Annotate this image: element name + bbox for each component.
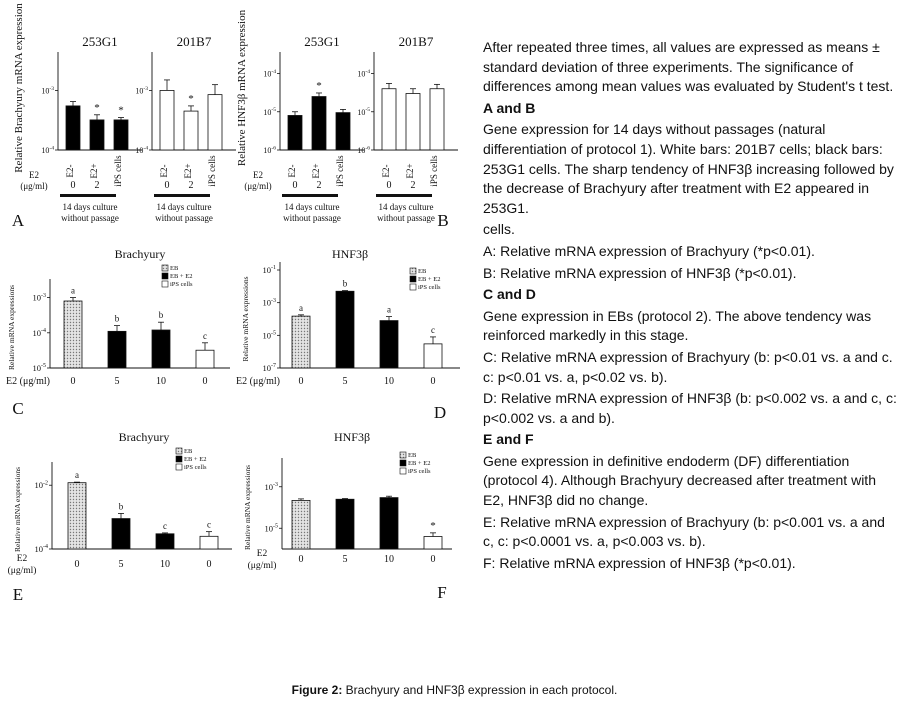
panel-title: HNF3β	[331, 247, 369, 261]
x-category-label: 5	[114, 376, 120, 387]
x-category-label: 0	[70, 376, 76, 387]
y-tick-label: $10^{-6}$	[357, 145, 370, 155]
y-tick-label: $10^{-7}$	[262, 363, 276, 373]
x-category-label: 10	[156, 376, 166, 387]
x-category-label: 10	[384, 554, 394, 565]
legend-label: iPS cells	[184, 464, 207, 471]
x-category-label: E2-	[159, 164, 169, 178]
y-tick-label: $10^{-5}$	[357, 107, 370, 117]
dose-label: 0	[70, 180, 76, 191]
y-tick-label: $10^{-4}$	[357, 68, 370, 79]
panel-title: Brachyury	[118, 430, 170, 444]
x-category-label: iPS cells	[429, 155, 439, 187]
bar	[380, 321, 398, 368]
x-category-label: iPS cells	[207, 155, 217, 187]
dose-label: 0	[292, 180, 298, 191]
x-category-label: 5	[118, 559, 124, 570]
significance-mark: b	[114, 313, 120, 324]
bar	[200, 536, 218, 549]
x-category-label: 0	[74, 559, 80, 570]
dose-label: 2	[94, 180, 100, 191]
y-tick-label: $10^{-4}$	[135, 145, 148, 155]
bar	[312, 97, 326, 150]
legend-label: EB	[184, 448, 193, 455]
x-category-label: 5	[342, 376, 348, 387]
bar	[156, 534, 174, 549]
panel-title: HNF3β	[333, 430, 371, 444]
significance-mark: a	[387, 304, 391, 315]
x-category-label: E2+	[405, 163, 415, 179]
x-category-label: 0	[298, 554, 304, 565]
bar	[380, 498, 398, 549]
legend-paragraph: B: Relative mRNA expression of HNF3β (*p<0.01).	[483, 264, 797, 281]
x-category-label: E2+	[183, 163, 193, 179]
caption-text: Brachyury and HNF3β expression in each protocol.	[345, 683, 618, 697]
figure-caption	[0, 683, 909, 697]
significance-mark: b	[158, 310, 164, 321]
bar	[112, 519, 130, 549]
x-category-label: 0	[298, 376, 304, 387]
y-axis-label: Relative HNF3β mRNA expression	[236, 9, 248, 167]
legend-label: EB + E2	[170, 273, 193, 280]
x-category-label: E2+	[89, 163, 99, 179]
x-axis-label: E2 (μg/ml)	[6, 376, 50, 387]
legend-paragraph: E: Relative mRNA expression of Brachyury (b: p<0.001 vs. a and c, c: p<0.0001 vs. a, p<0.003 vs. b).	[483, 513, 885, 550]
legend-paragraph: Gene expression in EBs (protocol 2). The above tendency was reinforced markedly in this stage.	[483, 307, 872, 344]
x-axis-label: E2 (μg/ml)	[236, 376, 280, 387]
group-title: 253G1	[82, 34, 118, 49]
legend-label: EB	[418, 268, 427, 275]
significance-star: *	[316, 79, 322, 92]
panel-letter: A	[11, 211, 25, 230]
significance-mark: *	[430, 519, 436, 532]
e2-unit: (μg/ml)	[20, 181, 48, 191]
caption-label: Figure 2:	[291, 683, 343, 697]
significance-mark: c	[431, 324, 435, 335]
legend-swatch	[410, 268, 416, 274]
y-tick-label: $10^{-5}$	[32, 363, 46, 373]
culture-note: 14 days culture	[62, 202, 118, 212]
legend-swatch	[400, 452, 406, 458]
bar	[336, 291, 354, 368]
y-tick-label: $10^{-5}$	[263, 107, 276, 117]
x-category-label: E2-	[381, 164, 391, 178]
y-tick-label: $10^{-4}$	[41, 145, 54, 155]
significance-mark: b	[342, 278, 348, 289]
legend-paragraph: Gene expression for 14 days without passages (natural differentiation of protocol 1). White bars: 201B7 cells; black bars: 253G1 cells. The sharp tendency of HNF3β increasing followed by the decrease of Brachyury after treatment with E2 appeared in 253G1.	[483, 121, 894, 216]
culture-note: without passage	[283, 213, 341, 223]
x-category-label: 0	[430, 554, 436, 565]
y-tick-label: $10^{-2}$	[34, 480, 48, 491]
legend-label: EB + E2	[184, 456, 207, 463]
y-tick-label: $10^{-4}$	[32, 327, 46, 338]
bar	[430, 89, 444, 150]
bar	[406, 94, 420, 150]
group-title: 253G1	[304, 34, 340, 49]
x-axis-unit: (μg/ml)	[7, 566, 37, 576]
dose-label: 2	[410, 180, 416, 191]
bar	[424, 344, 442, 368]
bar	[196, 350, 214, 368]
legend-swatch	[162, 265, 168, 271]
y-tick-label: $10^{-3}$	[262, 297, 276, 308]
bar	[208, 95, 222, 150]
x-axis-label: E2	[256, 549, 268, 559]
y-axis-label: Relative Brachyury mRNA expression	[13, 3, 25, 173]
significance-star: *	[94, 101, 100, 114]
legend-label: EB	[408, 452, 417, 459]
bar	[424, 537, 442, 549]
bar	[108, 331, 126, 368]
legend-paragraph: D: Relative mRNA expression of HNF3β (b: p<0.002 vs. a and c, c: p<0.002 vs. a and b).	[483, 390, 897, 426]
legend-heading: E and F	[483, 431, 534, 448]
y-tick-label: $10^{-1}$	[262, 265, 276, 275]
x-category-label: iPS cells	[113, 155, 123, 187]
e2-label: E2	[29, 170, 39, 180]
significance-mark: c	[203, 330, 207, 341]
bar	[90, 120, 104, 150]
dose-label: 0	[164, 180, 170, 191]
dose-label: 2	[188, 180, 194, 191]
bar	[336, 499, 354, 549]
panel-letter: C	[12, 399, 24, 418]
y-tick-label: $10^{-3}$	[41, 85, 54, 96]
y-axis-label: Relative mRNA expressions	[243, 465, 252, 550]
y-tick-label: $10^{-3}$	[264, 481, 278, 492]
significance-star: *	[118, 104, 124, 117]
x-axis-label: E2	[16, 554, 28, 564]
y-axis-label: Relative mRNA expressions	[13, 467, 22, 552]
legend-label: iPS cells	[408, 468, 431, 475]
x-category-label: 0	[206, 559, 212, 570]
significance-mark: a	[299, 302, 303, 313]
legend-paragraph: C: Relative mRNA expression of Brachyury (b: p<0.01 vs. a and c. c: p<0.01 vs. a, p<0.02 vs. b).	[483, 348, 893, 385]
bar	[64, 301, 82, 368]
bar	[292, 316, 310, 368]
legend-label: iPS cells	[170, 281, 193, 288]
legend-paragraph: After repeated three times, all values are expressed as means ± standard deviation of three experiments. The significance of differences among mean values was evaluated by Student's t test.	[483, 39, 894, 95]
culture-note: 14 days culture	[378, 202, 434, 212]
dose-bar	[376, 194, 432, 197]
legend-paragraph: Gene expression in definitive endoderm (DF) differentiation (protocol 4). Although Brachyury decreased after treatment with E2, HNF3β did no change.	[483, 452, 876, 509]
culture-note: without passage	[155, 213, 213, 223]
x-category-label: 0	[430, 376, 436, 387]
y-axis-label: Relative mRNA expressions	[241, 276, 250, 362]
dose-label: 2	[316, 180, 322, 191]
bar	[288, 115, 302, 150]
significance-mark: c	[207, 519, 211, 530]
panel-letter: E	[12, 585, 24, 604]
x-category-label: 10	[384, 376, 394, 387]
x-category-label: 5	[342, 554, 348, 565]
legend-heading: C and D	[483, 286, 536, 303]
bar	[152, 330, 170, 368]
legend-label: EB + E2	[408, 460, 431, 467]
bar	[184, 111, 198, 150]
y-tick-label: $10^{-3}$	[32, 292, 46, 303]
x-category-label: E2+	[311, 163, 321, 179]
culture-note: 14 days culture	[284, 202, 340, 212]
legend-swatch	[162, 281, 168, 287]
group-title: 201B7	[176, 34, 212, 49]
legend-paragraph: cells.	[483, 221, 515, 238]
culture-note: without passage	[61, 213, 119, 223]
dose-label: 0	[386, 180, 392, 191]
legend-swatch	[176, 456, 182, 462]
y-tick-label: $10^{-4}$	[263, 68, 276, 79]
panel-title: Brachyury	[114, 247, 166, 261]
x-category-label: iPS cells	[335, 155, 345, 187]
bar	[160, 90, 174, 150]
legend-paragraph: F: Relative mRNA expression of HNF3β (*p<0.01).	[483, 554, 796, 571]
legend-swatch	[400, 460, 406, 466]
bar	[382, 89, 396, 150]
legend-heading: A and B	[483, 99, 536, 116]
panel-letter: B	[437, 211, 449, 230]
legend-swatch	[410, 276, 416, 282]
e2-label: E2	[253, 170, 263, 180]
bar	[114, 120, 128, 150]
y-tick-label: $10^{-5}$	[264, 523, 278, 534]
x-category-label: E2-	[287, 164, 297, 178]
x-category-label: E2-	[65, 164, 75, 178]
legend-swatch	[410, 284, 416, 290]
figure-legend-text	[483, 36, 899, 573]
legend-paragraph: A: Relative mRNA expression of Brachyury (*p<0.01).	[483, 242, 815, 259]
legend-label: EB	[170, 265, 179, 272]
significance-mark: b	[118, 501, 124, 512]
legend-swatch	[400, 468, 406, 474]
x-category-label: 10	[160, 559, 170, 570]
y-tick-label: $10^{-3}$	[135, 85, 148, 96]
bar	[66, 106, 80, 150]
legend-swatch	[176, 464, 182, 470]
y-tick-label: $10^{-6}$	[263, 145, 276, 155]
panel-letter: D	[433, 403, 447, 422]
dose-bar	[60, 194, 116, 197]
bar	[68, 483, 86, 549]
group-title: 201B7	[398, 34, 434, 49]
x-category-label: 0	[202, 376, 208, 387]
panel-letter: F	[437, 583, 447, 602]
x-axis-unit: (μg/ml)	[247, 561, 277, 571]
legend-swatch	[176, 448, 182, 454]
y-tick-label: $10^{-5}$	[262, 330, 276, 341]
significance-star: *	[188, 92, 194, 105]
significance-mark: c	[163, 520, 167, 531]
significance-mark: a	[71, 285, 75, 296]
y-axis-label: Relative mRNA expressions	[7, 285, 16, 370]
y-tick-label: $10^{-4}$	[34, 544, 48, 554]
culture-note: without passage	[377, 213, 435, 223]
bar	[336, 113, 350, 150]
dose-bar	[154, 194, 210, 197]
significance-mark: a	[75, 470, 79, 481]
legend-label: iPS cells	[418, 284, 441, 291]
bar	[292, 500, 310, 549]
culture-note: 14 days culture	[156, 202, 212, 212]
dose-bar	[282, 194, 338, 197]
legend-swatch	[162, 273, 168, 279]
e2-unit: (μg/ml)	[244, 181, 272, 191]
legend-label: EB + E2	[418, 276, 441, 283]
